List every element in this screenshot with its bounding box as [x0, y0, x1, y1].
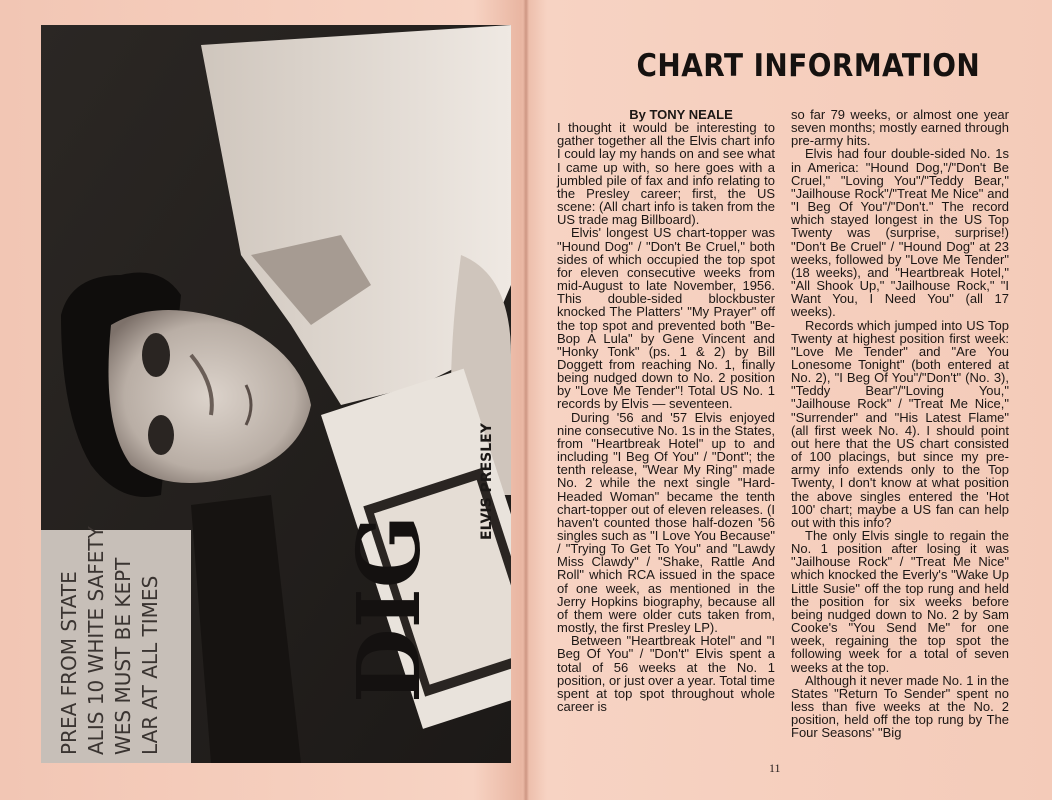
col1-paragraph-3: During '56 and '57 Elvis enjoyed nine consecutive No. 1s in the States, from "Heartbreak Hotel" up to and including "I Beg Of You" / "Dont"; the tenth release, "Wear My Ring" made No. 2 while the next single "Hard-Headed Woman" became the tenth chart-topper out of eleven releases. (I haven't counted those half-dozen '56 singles such as "I Love You Because" / "Trying To Get To You" and "Lawdy Miss Clawdy" / "Shake, Rattle And Roll" which RCA issued in the space of one week, as mentioned in the Jerry Hopkins biography, because all of them were older cuts taken from, mostly, the first Presley LP).	[557, 409, 775, 636]
sign-line-1: PREA FROM STATE	[57, 571, 81, 755]
col2-paragraph-2: Elvis had four double-sided No. 1s in America: "Hound Dog,"/"Don't Be Cruel," "Loving You"/"Teddy Bear," "Jailhouse Rock"/"Treat Me Nice" and "I Beg Of You"/"Don't." The record which stayed longest in the US Top Twenty was (surprise, surprise!) "Don't Be Cruel" / "Hound Dog" at 23 weeks, followed by "Love Me Tender" (18 weeks), and "Heartbreak Hotel," "All Shook Up," "Jailhouse Rock," "I Want You, I Need You" (all 17 weeks).	[791, 146, 1009, 320]
col2-paragraph-5: Although it never made No. 1 in the States "Return To Sender" spent no less than five weeks at the No. 2 position, held off the top rung by The Four Seasons' "Big	[791, 672, 1009, 741]
article-title: CHART INFORMATION	[636, 48, 981, 84]
col2-paragraph-1: so far 79 weeks, or almost one year seven months; mostly earned through pre-army hits.	[791, 107, 1009, 149]
sign-line-3: WES MUST BE KEPT	[111, 557, 135, 755]
page-number: 11	[769, 761, 781, 775]
sign-line-2: ALIS 10 WHITE SAFETY	[84, 526, 108, 755]
col1-paragraph-1: I thought it would be interesting to gather together all the Elvis chart info I could lay my hands on and see what I came up with, so here goes with a jumbled pile of fax and info relating to the Presley career; first, the US scene: (All chart info is taken from the US trade mag Billboard).	[557, 120, 775, 228]
col1-paragraph-2: Elvis' longest US chart-topper was "Hound Dog" / "Don't Be Cruel," both sides of which occupied the top spot for eleven consecutive weeks from mid-August to late November, 1956. This double-sided blockbuster knocked The Platters' "My Prayer" off the top spot and prevented both "Be-Bop A Lula" by Gene Vincent and "Honky Tonk" (ps. 1 & 2) by Bill Doggett from reaching No. 1, finally being nudged down to No. 2 position by "Love Me Tender"! Total US No. 1 records by Elvis — seventeen.	[557, 225, 775, 412]
article-column-1	[557, 108, 775, 713]
magazine-logo: DIG	[339, 514, 440, 703]
elvis-photo	[41, 25, 511, 763]
article-column-2	[791, 108, 1009, 740]
sign-line-4: LAR AT ALL TIMES	[138, 575, 162, 755]
magazine-tag: ELVIS PRESLEY	[479, 423, 495, 540]
col1-paragraph-4: Between "Heartbreak Hotel" and "I Beg Of You" / "Don't" Elvis spent a total of 56 weeks at the No. 1 position, or just over a year. Total time spent at top spot throughout whole career is	[557, 633, 775, 715]
col2-paragraph-3: Records which jumped into US Top Twenty at highest position first week: "Love Me Tender" and "Are You Lonesome Tonight" (both entered at No. 2), "I Beg Of You"/"Don't" (No. 3), "Teddy Bear"/"Loving You," "Jailhouse Rock" / "Treat Me Nice," "Surrender" and "His Latest Flame" (all first week No. 4). I should point out here that the US chart consisted of 100 placings, but since my pre-army info extends only to the Top Twenty, I don't know at what position the above singles entered the 'Hot 100' chart; maybe a US fan can help out with this info?	[791, 317, 1009, 530]
photo-image	[41, 25, 511, 763]
col2-paragraph-4: The only Elvis single to regain the No. 1 position after losing it was "Jailhouse Rock" / "Treat Me Nice" which knocked the Everly's "Wake Up Little Susie" off the top rung and held the position for six weeks before being nudged down to No. 2 by Sam Cooke's "You Send Me" for one week, regaining the top spot the following week for a total of seven weeks at the top.	[791, 528, 1009, 675]
article-byline: By TONY NEALE	[629, 107, 733, 122]
right-page	[526, 0, 1052, 800]
